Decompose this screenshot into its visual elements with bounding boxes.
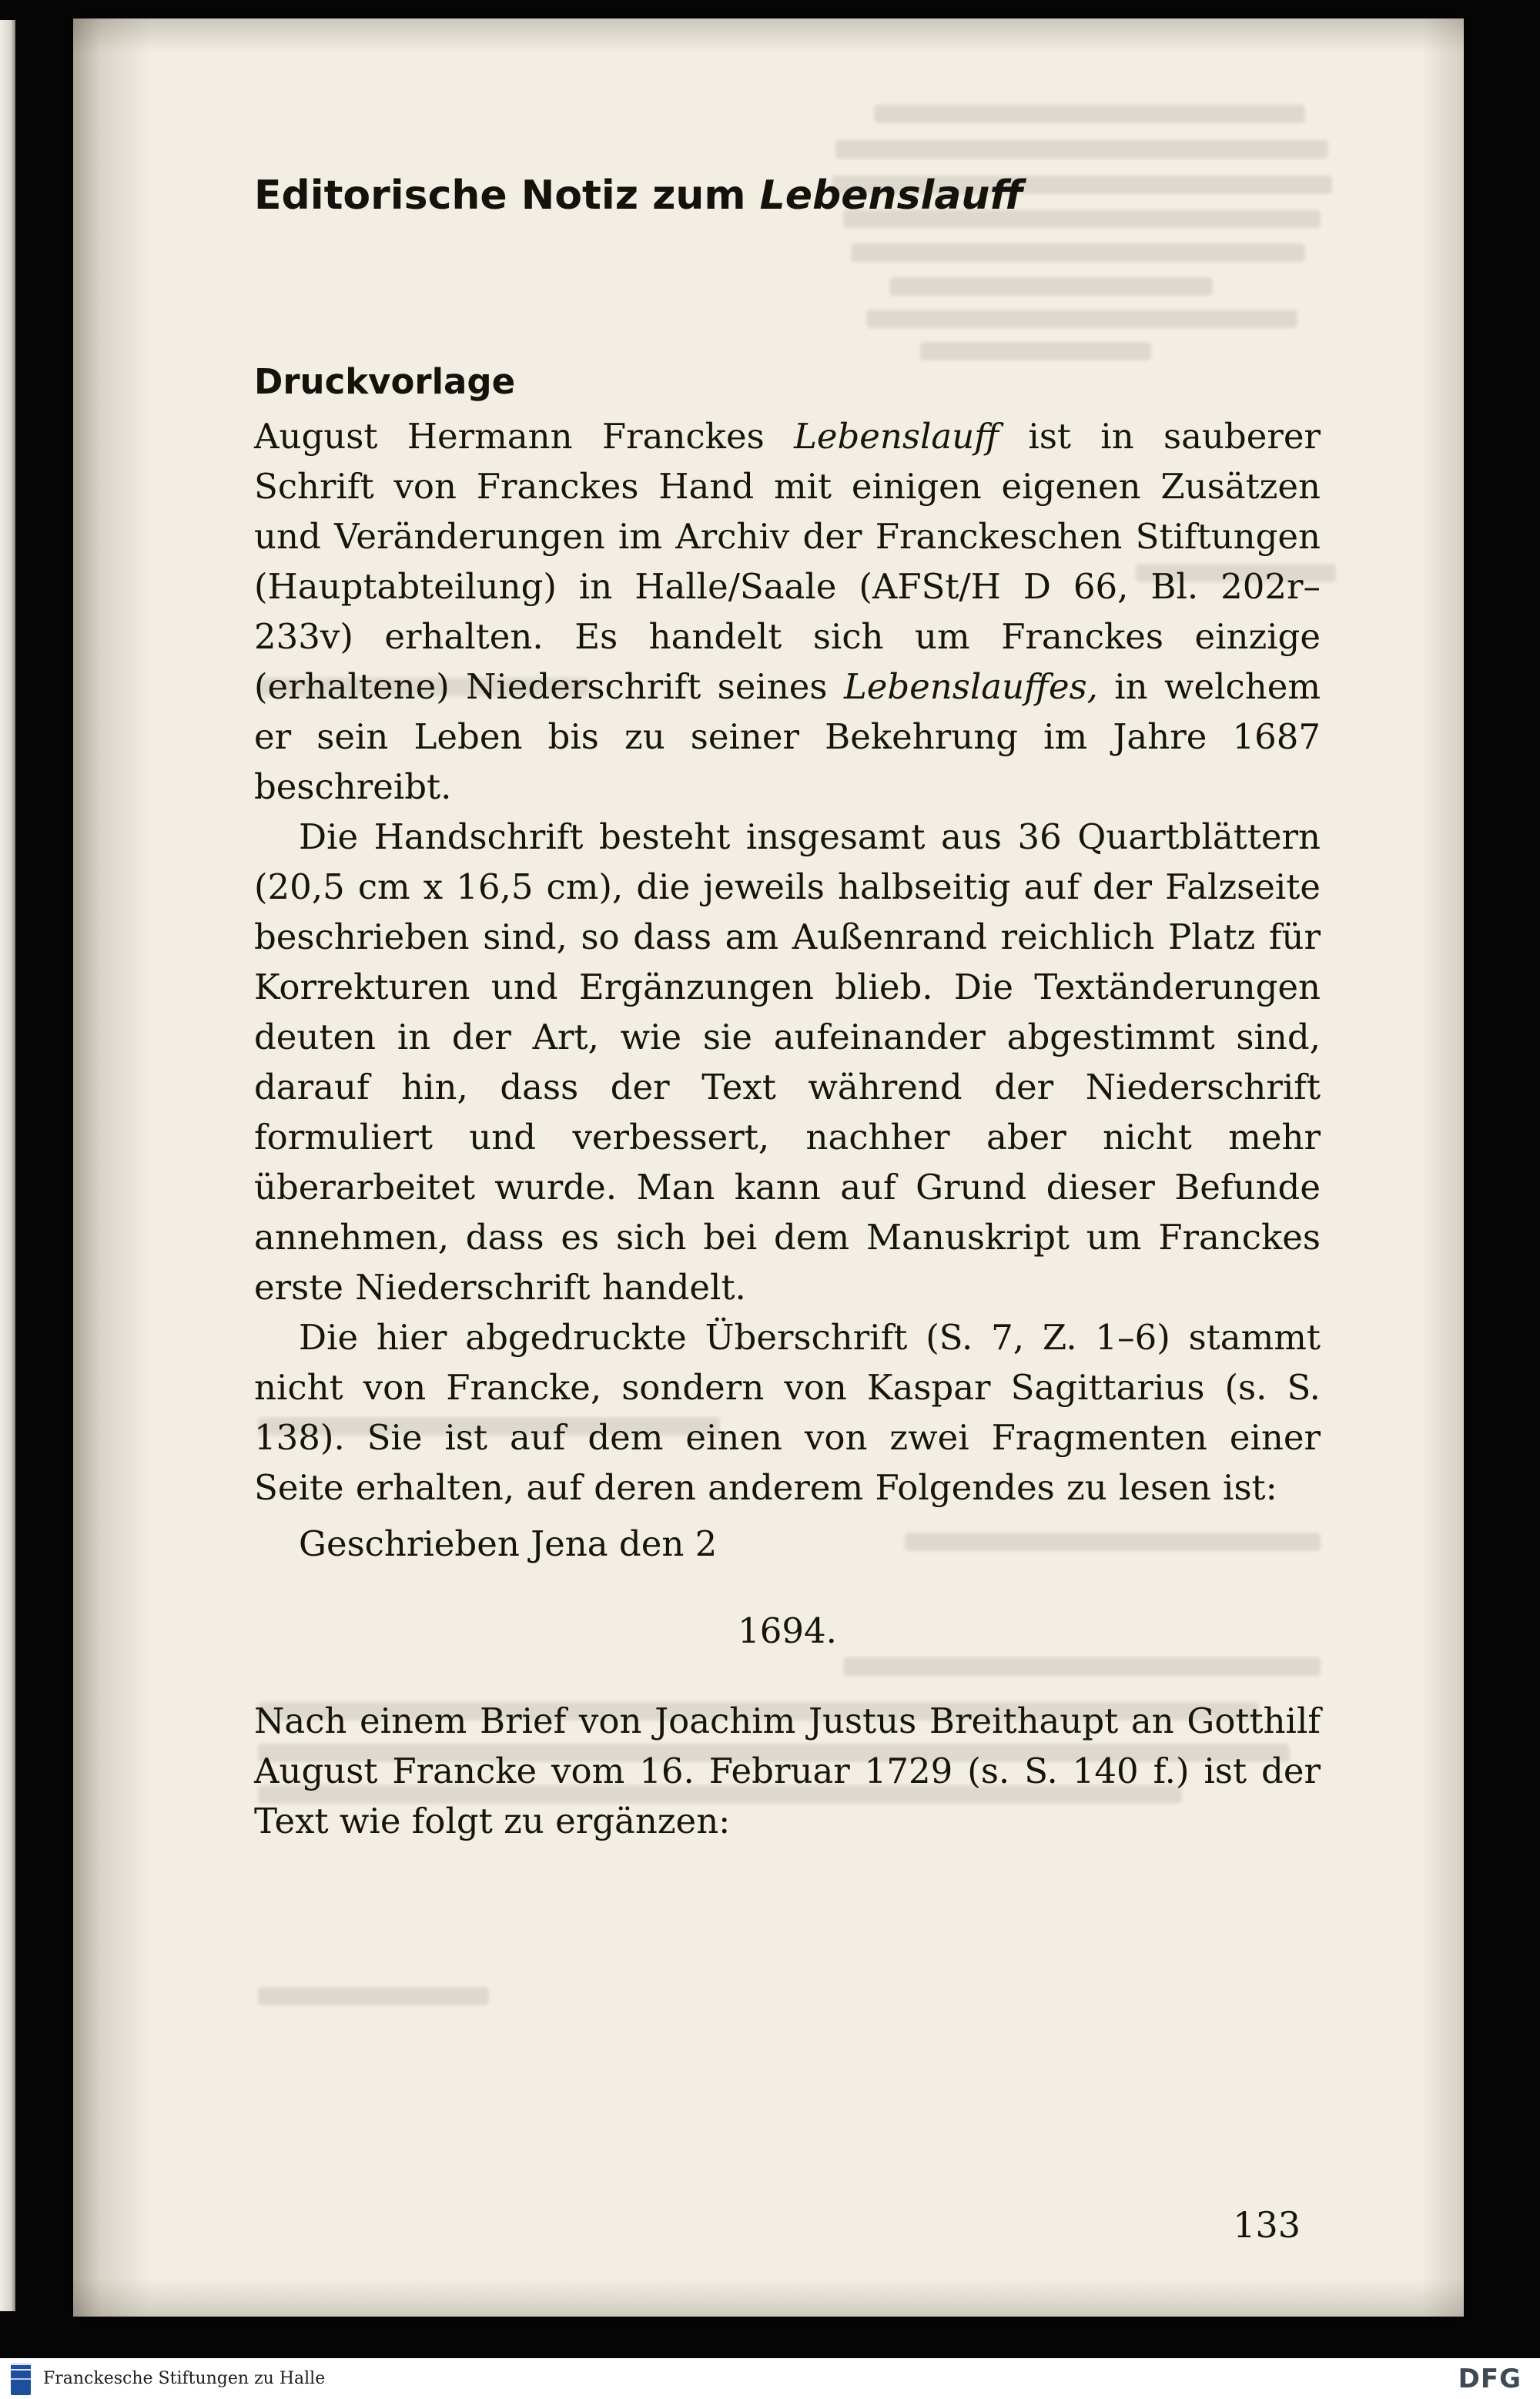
paragraph: August Hermann Franckes Lebenslauff ist in sauberer Schrift von Franckes Hand mit einigen eigenen Zusätzen und Veränderungen im Archiv der Franckeschen Stiftungen (Hauptabteilung) in Halle/Saale (AFSt/H D 66, Bl. 202r–233v) erhalten. Es handelt sich um Franckes einzige (erhaltene) Niederschrift seines Lebenslauffes, in welchem er sein Leben bis zu seiner Bekehrung im Jahre 1687 beschreibt. — [254, 416, 1321, 807]
book-page — [73, 18, 1464, 2317]
footer-left-group — [11, 2363, 325, 2395]
paragraph: Die Handschrift besteht insgesamt aus 36 Quartblättern (20,5 cm x 16,5 cm), die jeweils halbseitig auf der Falzseite beschrieben sind, so dass am Außenrand reichlich Platz für Korrekturen und Ergänzungen blieb. Die Textänderungen deuten in der Art, wie sie aufeinander abgestimmt sind, darauf hin, dass der Text während der Niederschrift formuliert und verbessert, nachher aber nicht mehr überarbeitet wurde. Man kann auf Grund dieser Befunde annehmen, dass es sich bei dem Manuskript um Franckes erste Niederschrift handelt. — [254, 816, 1321, 1308]
page-number — [254, 2204, 1321, 2246]
page-number-text: 133 — [1233, 2204, 1301, 2246]
digitization-footer — [0, 2358, 1540, 2399]
page-title-italic: Lebenslauff — [759, 173, 1023, 219]
page-title-text: Editorische Notiz zum — [254, 173, 760, 219]
institution-label: Franckesche Stiftungen zu Halle — [43, 2369, 326, 2388]
bleedthrough-line — [874, 105, 1305, 123]
section-heading: Druckvorlage — [254, 361, 516, 402]
paragraph: Die hier abgedruckte Überschrift (S. 7, Z. 1–6) stammt nicht von Francke, sondern von Kaspar Sagittarius (s. S. 138). Sie ist auf dem einen von zwei Fragmenten einer Seite erhalten, auf deren anderem Folgendes zu lesen ist: — [254, 1317, 1321, 1508]
closing-paragraph: Nach einem Brief von Joachim Justus Breithaupt an Gotthilf August Francke vom 16. Februar 1729 (s. S. 140 f.) ist der Text wie folgt zu ergänzen: — [254, 1700, 1321, 1841]
text-block — [254, 173, 1321, 1846]
bleedthrough-line — [835, 140, 1328, 159]
page-title — [254, 173, 1321, 219]
body-paragraphs — [254, 411, 1321, 1513]
date-line: 1694. — [738, 1610, 837, 1651]
dfg-logo: DFG — [1458, 2363, 1522, 2394]
quote-line: Geschrieben Jena den 2 — [299, 1523, 718, 1564]
facing-page-edge — [0, 20, 15, 2311]
francke-stiftungen-logo-icon — [11, 2363, 31, 2395]
bleedthrough-line — [258, 1987, 489, 2005]
